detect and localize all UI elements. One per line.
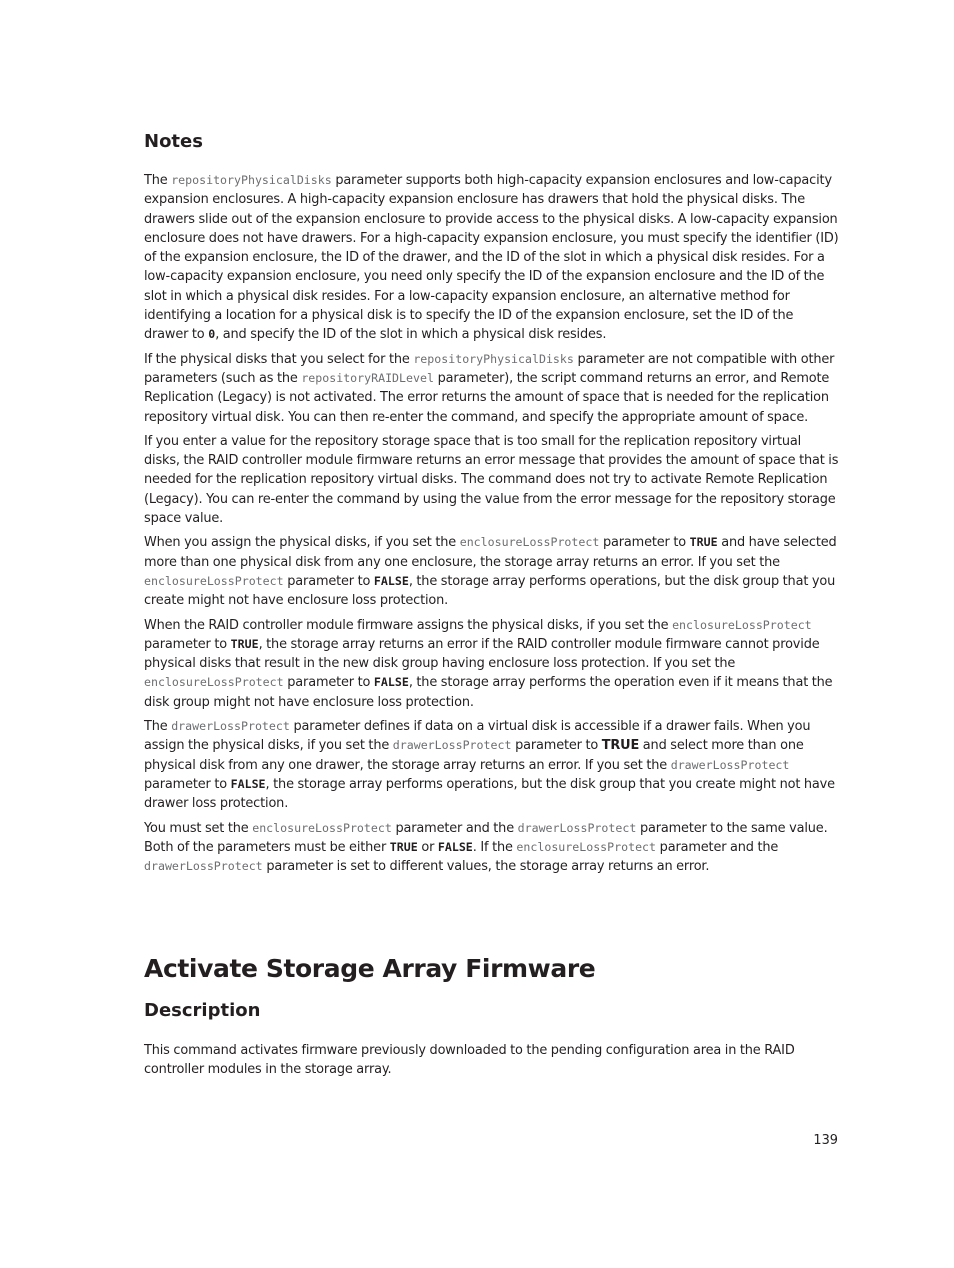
- code-false: FALSE: [373, 573, 409, 588]
- code-drawer-loss-protect: drawerLossProtect: [392, 738, 512, 753]
- code-true: TRUE: [389, 839, 418, 854]
- notes-paragraph-7: You must set the enclosureLossProtect parameter and the drawerLossProtect parameter to the same value. Both of the parameters must be either TRUE or FALSE. If the enclosureLossProtect parameter and the drawerLossProtect parameter is set to different values, the storage array returns an error.: [144, 820, 828, 875]
- notes-heading: Notes: [144, 131, 203, 152]
- code-false: FALSE: [437, 839, 473, 854]
- notes-paragraph-6: The drawerLossProtect parameter defines if data on a virtual disk is accessible if a drawer fails. When you assign the physical disks, if you set the drawerLossProtect parameter to TRUE and select more than one physical disk from any one drawer, the storage array returns an error. If you set the drawerLossProtect parameter to FALSE, the storage array performs operations, but the disk group that you create might not have drawer loss protection.: [144, 719, 835, 812]
- section-title: Activate Storage Array Firmware: [144, 954, 596, 983]
- code-drawer-loss-protect: drawerLossProtect: [670, 757, 790, 772]
- code-false: FALSE: [230, 776, 266, 791]
- code-drawer-loss-protect: drawerLossProtect: [144, 859, 263, 874]
- description-paragraph: This command activates firmware previously downloaded to the pending configuration area in the RAID controller modules in the storage array.: [144, 1043, 795, 1078]
- notes-paragraph-3: If you enter a value for the repository storage space that is too small for the replication repository virtual disks, the RAID controller module firmware returns an error message that provides the amount of space that is needed for the replication repository virtual disks. The command does not try to activate Remote Replication (Legacy). You can re-enter the command by using the value from the error message for the repository storage space value.: [144, 433, 839, 527]
- code-enclosure-loss-protect: enclosureLossProtect: [459, 535, 600, 550]
- code-enclosure-loss-protect: enclosureLossProtect: [144, 675, 284, 690]
- notes-paragraph-5: When the RAID controller module firmware assigns the physical disks, if you set the enclosureLossProtect parameter to TRUE, the storage array returns an error if the RAID controller module firmware cannot provide physical disks that result in the new disk group having enclosure loss protection. If you set the enclosureLossProtect parameter to FALSE, the storage array performs the operation even if it means that the disk group might not have enclosure loss protection.: [144, 617, 833, 710]
- page-number: 139: [813, 1133, 838, 1148]
- text-true-bold: TRUE: [601, 738, 640, 754]
- code-enclosure-loss-protect: enclosureLossProtect: [516, 839, 657, 854]
- notes-paragraph-4: When you assign the physical disks, if you set the enclosureLossProtect parameter to TRUE and have selected more than one physical disk from any one enclosure, the storage array returns an error. If you set the enclosureLossProtect parameter to FALSE, the storage array performs operations, but the disk group that you create might not have enclosure loss protection.: [144, 535, 837, 609]
- code-true: TRUE: [689, 535, 718, 550]
- code-true: TRUE: [230, 636, 259, 651]
- code-false: FALSE: [373, 675, 409, 690]
- code-drawer-loss-protect: drawerLossProtect: [171, 719, 290, 734]
- notes-paragraph-1: The repositoryPhysicalDisks parameter supports both high-capacity expansion enclosures and low-capacity expansion enclosures. A high-capacity expansion enclosure has drawers that hold the physical disks. The drawers slide out of the expansion enclosure to provide access to the physical disks. A low-capacity expansion enclosure does not have drawers. For a high-capacity expansion enclosure, you must specify the identifier (ID) of the expansion enclosure, the ID of the drawer, and the ID of the slot in which a physical disk resides. For a low-capacity expansion enclosure, you need only specify the ID of the expansion enclosure and the ID of the slot in which a physical disk resides. For a low-capacity expansion enclosure, an alternative method for identifying a location for a physical disk is to specify the ID of the expansion enclosure, set the ID of the drawer to 0, and specify the ID of the slot in which a physical disk resides.: [144, 173, 839, 343]
- code-zero: 0: [208, 327, 216, 342]
- code-repository-raid-level: repositoryRAIDLevel: [301, 370, 434, 385]
- code-enclosure-loss-protect: enclosureLossProtect: [252, 820, 392, 835]
- code-drawer-loss-protect: drawerLossProtect: [517, 820, 637, 835]
- description-body: [144, 1041, 840, 1085]
- code-enclosure-loss-protect: enclosureLossProtect: [144, 573, 284, 588]
- notes-paragraph-2: If the physical disks that you select for the repositoryPhysicalDisks parameter are not compatible with other parameters (such as the repositoryRAIDLevel parameter), the script command returns an error, and Remote Replication (Legacy) is not activated. The error returns the amount of space that is needed for the replication repository virtual disk. You can then re-enter the command, and specify the appropriate amount of space.: [144, 351, 835, 425]
- code-repository-physical-disks: repositoryPhysicalDisks: [171, 173, 332, 187]
- description-heading: Description: [144, 1000, 261, 1021]
- code-repository-physical-disks: repositoryPhysicalDisks: [413, 351, 574, 366]
- code-enclosure-loss-protect: enclosureLossProtect: [672, 617, 812, 632]
- notes-body: [144, 171, 840, 881]
